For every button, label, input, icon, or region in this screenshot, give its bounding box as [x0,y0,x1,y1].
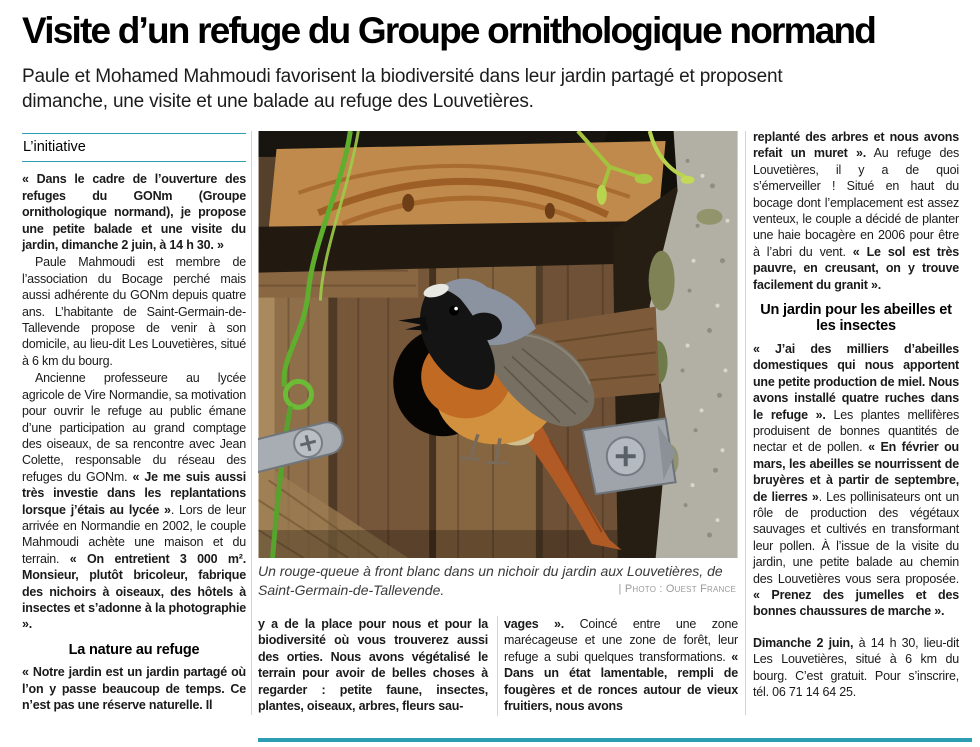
subhead-bees: Un jardin pour les abeilles et les insectes [760,302,952,335]
photo-credit: | Photo : Ouest France [618,582,736,595]
headline: Visite d’un refuge du Groupe ornithologique normand [22,10,876,51]
text-segment: Ancienne professeure au lycée agricole de Vire Normandie, sa motivation pour ouvrir le refuge au public émane d’une participation au grand comptage des oiseaux, de sa rencontre avec Jean Colette, responsable du réseau des refuges du GONm. [22,371,246,484]
section-kicker: L’initiative [22,133,246,162]
quote-segment: « Prenez des jumelles et des bonnes chaussures de marche ». [753,587,959,619]
text-segment: Coincé entre une zone marécageuse et une zone de forêt, leur refuge a subi quelques transformations. [504,617,738,664]
column-left [22,133,246,714]
text-segment: Les plantes mellifères produisent de bonnes quantités de nectar et de pollen. [753,407,959,455]
info-date: Dimanche 2 juin, [753,635,854,650]
practical-info [753,635,959,701]
metal-bracket-right [583,418,676,494]
photo-caption [258,562,738,599]
quote-segment: « J’ai des milliers d’abeilles domestiques qui nous apportent une petite production de miel. Nous avons installé quatre ruches dans le refuge ». [753,341,959,422]
photo-illustration [258,131,738,558]
quote-segment: « Le sol est très pauvre, en creusant, on y trouve facilement du granit ». [753,244,959,292]
bottom-rule [258,738,972,742]
bird-eye [449,306,459,316]
column-rule-right [745,131,746,715]
quote-segment: replanté des arbres et nous avons refait un muret ». [753,130,959,161]
column-rule-middle [497,616,498,716]
quote-garden-cont: y a de la place pour nous et pour la biodiversité où vous trouverez aussi des orties. Nous avons végétalisé le terrain pour avoir de belles choses à regarder : petite faune, insectes, plantes, oiseaux, arbres, fleurs sau- [258,617,488,714]
quote-garden-start: « Notre jardin est un jardin partagé où l’on y passe beaucoup de temps. Ce n’est pas une réserve naturelle. Il [22,665,246,712]
text-segment: . Lors de leur arrivée en Normandie en 2002, le couple Mahmoudi achète une maison et du terrain. [22,502,246,566]
quote-segment: « En février ou mars, les abeilles se nourrissent de bruyères et à partir de septembre, de lierres » [753,440,959,504]
paragraph-history [22,370,246,633]
quote-segment: « Je me suis aussi très investie dans les replantations lorsque j’étais au lycée » [22,469,246,517]
text-segment: Au refuge des Louvetières, il y a de quoi s’émerveiller ! Situé en haut du bocage dont l’emplacement est assez venteux, le couple a décidé de planter une haie bocagère en 2006 pour être à l’abri du vent. [753,146,959,259]
column-right [753,129,959,701]
paragraph-membership: Paule Mahmoudi est membre de l’association du Bocage perché mais aussi adhérente du GONm depuis quatre ans. L’habitante de Saint-Germain-de-Tallevende propose de venir à son domicile, au lieu-dit Les Louvetières, situé à 6 km du bourg. [22,255,246,368]
paragraph-refuge [753,129,959,293]
info-details: à 14 h 30, lieu-dit Les Louvetières, situé à 6 km du bourg. C’est gratuit. Pour s’inscrire, tél. 06 71 14 64 25. [753,635,959,699]
column-middle-b [504,616,738,715]
subhead-nature: La nature au refuge [68,641,200,658]
article-photo [258,131,738,558]
paragraph-transformations [504,616,738,714]
caption-text: Un rouge-queue à front blanc dans un nichoir du jardin aux Louvetières, de Saint-Germain-de-Tallevende. [258,563,723,598]
column-rule-left [251,131,252,715]
lead-quote: « Dans le cadre de l’ouverture des refuges du GONm (Groupe ornithologique normand), je propose une petite balade et une visite du jardin, dimanche 2 juin, à 14 h 30. » [22,172,246,253]
text-segment: . Les pollinisateurs ont un rôle de production des végétaux sauvages et cultivés en transformant leur pollen. À l’issue de la visite du jardin, une petite balade au chemin des Louvetières vous sera proposée. [753,489,959,586]
column-middle-a [258,616,488,715]
quote-segment: vages ». [504,617,565,631]
quote-segment: « On entretient 3 000 m². Monsieur, plutôt bricoleur, fabrique des nichoirs à oiseaux, des hôtels à insectes et s’adonne à la photographie ». [22,551,247,632]
paragraph-bees [753,341,959,620]
standfirst: Paule et Mohamed Mahmoudi favorisent la biodiversité dans leur jardin partagé et proposent dimanche, une visite et une balade au refuge des Louvetières. [22,66,783,113]
quote-segment: « Dans un état lamentable, rempli de fougères et de ronces autour de vieux fruitiers, nous avons [504,649,738,714]
